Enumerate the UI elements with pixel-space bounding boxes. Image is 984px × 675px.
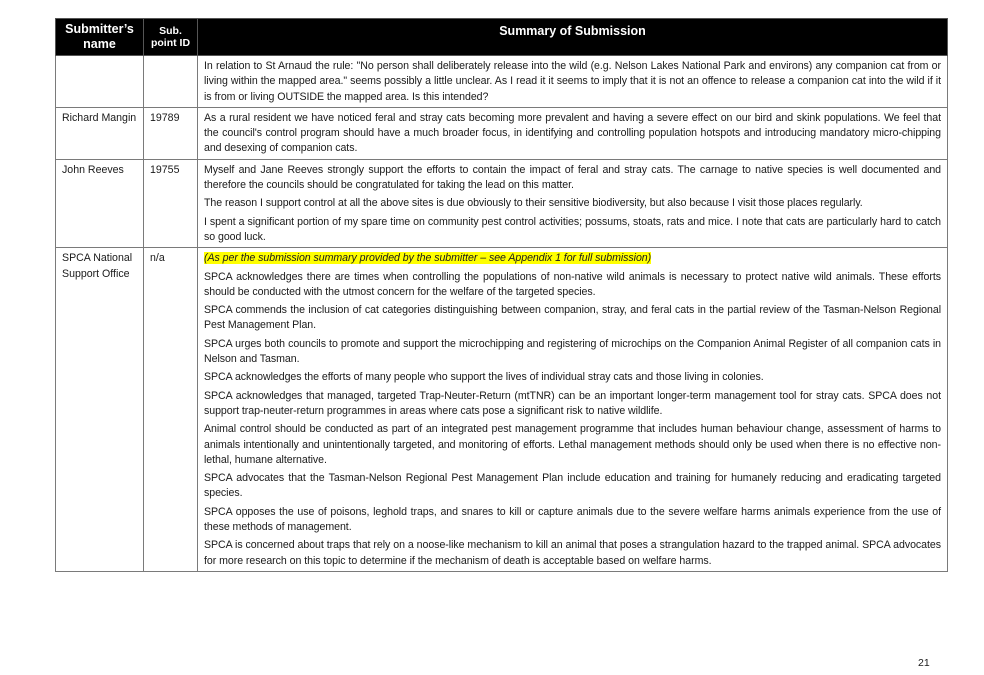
summary-paragraph: In relation to St Arnaud the rule: "No person shall deliberately release into the wild (e.g. Nelson Lakes National Park and environs) any companion cat from or living within the mapped area." seems possibly a little unclear. As I read it it seems to imply that it is not an offence to release a companion cat into the wild if it is from or living OUTSIDE the mapped area. Is this intended? — [204, 60, 941, 103]
table-header-row — [56, 19, 948, 56]
header-submitter-name: Submitter’s name — [56, 19, 144, 56]
summary-paragraph: SPCA opposes the use of poisons, leghold traps, and snares to kill or capture animals due to the severe welfare harms animals experience from the use of these methods of management. — [204, 505, 941, 534]
summary-paragraph: Myself and Jane Reeves strongly support the efforts to contain the impact of feral and stray cats. The carnage to native species is well documented and therefore the councils should be congratulated for taking the lead on this matter. — [204, 163, 941, 192]
summary-paragraph: The reason I support control at all the above sites is due obviously to their sensitive biodiversity, but also because I visit those places regularly. — [204, 197, 863, 210]
table-row — [56, 56, 948, 108]
submissions-table — [55, 18, 948, 572]
summary-paragraph: SPCA acknowledges the efforts of many people who support the lives of individual stray cats and those living in colonies. — [204, 371, 764, 384]
submission-summary — [198, 107, 948, 159]
submitter-name: SPCA National Support Office — [56, 248, 144, 572]
header-sub-point-id: Sub. point ID — [144, 19, 198, 56]
summary-paragraph: As a rural resident we have noticed feral and stray cats becoming more prevalent and having a severe effect on our bird and skink populations. We feel that the council's control program should have a much broader focus, in identifying and controlling population hotspots and introducing mandatory micro-chipping and desexing of companion cats. — [204, 111, 941, 155]
summary-paragraph: SPCA acknowledges that managed, targeted Trap-Neuter-Return (mtTNR) can be an important longer-term management tool for stray cats. SPCA does not support trap-neuter-return programmes in areas where cats pose a significant risk to native wildlife. — [204, 389, 941, 417]
summary-paragraph: SPCA urges both councils to promote and support the microchipping and registering of microchips on the Companion Animal Register of all companion cats in Nelson and Tasman. — [204, 337, 941, 366]
sub-point-id: 19789 — [144, 107, 198, 159]
submission-summary — [198, 248, 948, 572]
table-row — [56, 107, 948, 159]
header-summary: Summary of Submission — [198, 19, 948, 56]
summary-paragraph: Animal control should be conducted as part of an integrated pest management programme that includes human behaviour change, assessment of harms to animals intentionally and unintentionally targeted, and monitoring of efforts. Lethal management methods should only be used when there is no effective non-lethal, humane alternative. — [204, 423, 941, 466]
sub-point-id — [144, 56, 198, 108]
sub-point-id: 19755 — [144, 159, 198, 247]
page-number: 21 — [918, 657, 930, 669]
summary-paragraph: SPCA acknowledges there are times when controlling the populations of non-native wild animals is necessary to protect native wild animals. These efforts should be conducted with the utmost concern for the welfare of the targeted species. — [204, 270, 941, 298]
summary-paragraph: I spent a significant portion of my spare time on community pest control activities; possums, stoats, rats and mice. I note that cats are particularly hard to catch so good luck. — [204, 215, 941, 243]
submitter-name — [56, 56, 144, 108]
highlight-note-paragraph — [204, 251, 941, 266]
document-page — [55, 18, 947, 572]
table-row — [56, 248, 948, 572]
summary-paragraph: SPCA commends the inclusion of cat categories distinguishing between companion, stray, and feral cats in the partial review of the Tasman-Nelson Regional Pest Management Plan. — [204, 304, 941, 332]
submission-summary — [198, 159, 948, 247]
submitter-name: Richard Mangin — [56, 107, 144, 159]
sub-point-id: n/a — [144, 248, 198, 572]
summary-paragraph: SPCA is concerned about traps that rely on a noose-like mechanism to kill an animal that poses a strangulation hazard to the trapped animal. SPCA advocates for more research on this topic to determine if the mechanism of death is acceptable based on welfare harms. — [204, 539, 941, 567]
submitter-name: John Reeves — [56, 159, 144, 247]
highlighted-note: (As per the submission summary provided by the submitter – see Appendix 1 for full submission) — [204, 252, 652, 265]
table-row — [56, 159, 948, 247]
submission-summary — [198, 56, 948, 108]
summary-paragraph: SPCA advocates that the Tasman-Nelson Regional Pest Management Plan include education and training for humanely reducing and eradicating targeted species. — [204, 472, 941, 500]
